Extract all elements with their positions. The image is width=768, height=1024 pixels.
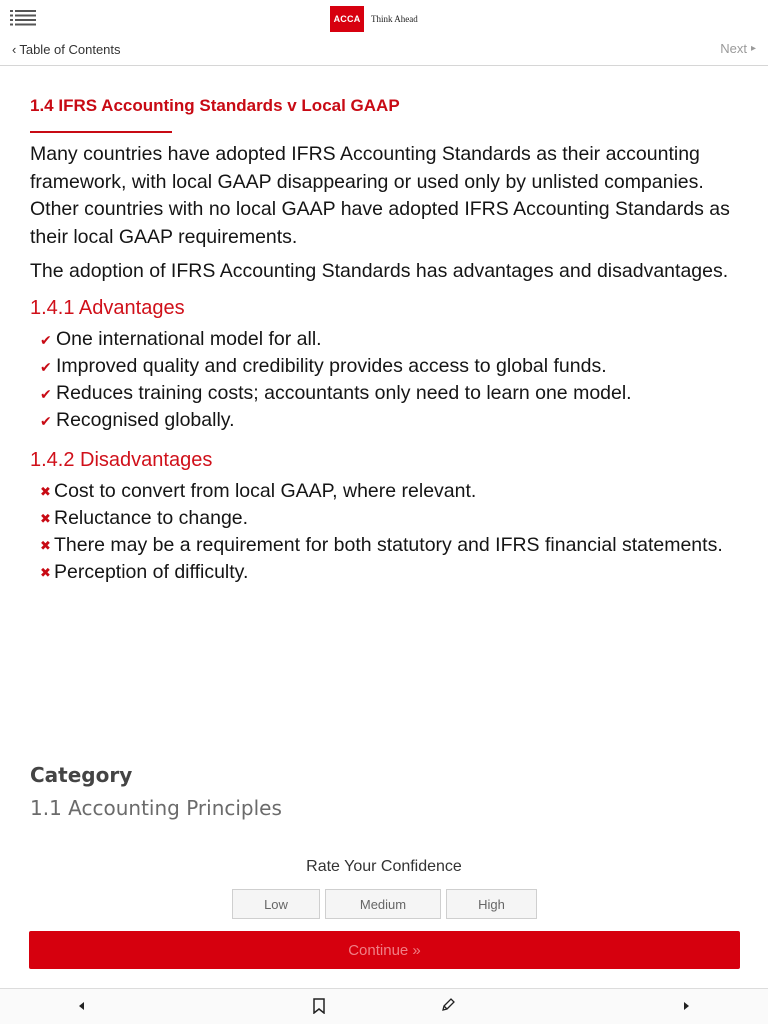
navigation-row <box>0 38 768 66</box>
disadvantages-heading: 1.4.2 Disadvantages <box>30 448 213 471</box>
list-item-text: Reluctance to change. <box>54 506 249 529</box>
disadvantages-list <box>30 478 744 586</box>
advantages-heading: 1.4.1 Advantages <box>30 296 185 319</box>
cross-icon: ✖ <box>40 564 51 580</box>
list-item <box>30 353 744 380</box>
check-icon: ✔ <box>40 385 52 402</box>
back-arrow-icon[interactable] <box>77 999 87 1018</box>
category-value: 1.1 Accounting Principles <box>30 796 282 820</box>
check-icon: ✔ <box>40 358 52 375</box>
cross-icon: ✖ <box>40 537 51 553</box>
confidence-high-button[interactable]: High <box>446 889 537 919</box>
confidence-low-button[interactable]: Low <box>232 889 320 919</box>
bottom-toolbar <box>0 988 768 1024</box>
forward-arrow-icon[interactable] <box>681 999 691 1018</box>
chevron-left-icon: ‹ <box>12 42 17 57</box>
table-of-contents-link[interactable] <box>12 42 121 57</box>
check-icon: ✔ <box>40 331 52 348</box>
triangle-right-icon: ▸ <box>750 43 756 54</box>
list-item-text: Improved quality and credibility provides access to global funds. <box>56 354 607 377</box>
logo-tagline: Think Ahead <box>371 14 418 24</box>
list-item <box>30 326 744 353</box>
list-item <box>30 532 744 559</box>
pencil-icon[interactable] <box>440 997 456 1018</box>
category-label: Category <box>30 763 133 787</box>
list-item <box>30 559 744 586</box>
title-underline <box>30 131 172 133</box>
list-item <box>30 380 744 407</box>
list-item-text: One international model for all. <box>56 327 322 350</box>
confidence-label: Rate Your Confidence <box>306 858 462 875</box>
article-content <box>30 96 744 586</box>
paragraph: The adoption of IFRS Accounting Standards has advantages and disadvantages. <box>30 260 729 282</box>
list-item-text: Recognised globally. <box>56 408 235 431</box>
list-item-text: Cost to convert from local GAAP, where relevant. <box>54 479 477 502</box>
list-item <box>30 407 744 434</box>
list-item <box>30 478 744 505</box>
next-label: Next <box>720 41 747 56</box>
paragraph: Many countries have adopted IFRS Accounting Standards as their accounting framework, with local GAAP disappearing or used only by unlisted companies. Other countries with no local GAAP have adopted IFRS Accounting Standards as their local GAAP requirements. <box>30 143 730 248</box>
list-menu-icon[interactable] <box>10 9 36 27</box>
article-title: 1.4 IFRS Accounting Standards v Local GAAP <box>30 96 400 115</box>
cross-icon: ✖ <box>40 483 51 499</box>
confidence-medium-button[interactable]: Medium <box>325 889 441 919</box>
logo-mark: ACCA <box>330 6 364 32</box>
top-bar <box>0 0 768 38</box>
list-item-text: There may be a requirement for both statutory and IFRS financial statements. <box>54 533 723 556</box>
next-link[interactable] <box>720 41 756 56</box>
confidence-options <box>232 889 542 919</box>
bookmark-icon[interactable] <box>312 998 326 1019</box>
advantages-list <box>30 326 744 434</box>
list-item <box>30 505 744 532</box>
list-item-text: Reduces training costs; accountants only need to learn one model. <box>56 381 632 404</box>
acca-logo <box>330 6 418 32</box>
check-icon: ✔ <box>40 412 52 429</box>
toc-label: Table of Contents <box>19 42 121 57</box>
list-item-text: Perception of difficulty. <box>54 560 249 583</box>
cross-icon: ✖ <box>40 510 51 526</box>
continue-button[interactable]: Continue » <box>29 931 740 969</box>
